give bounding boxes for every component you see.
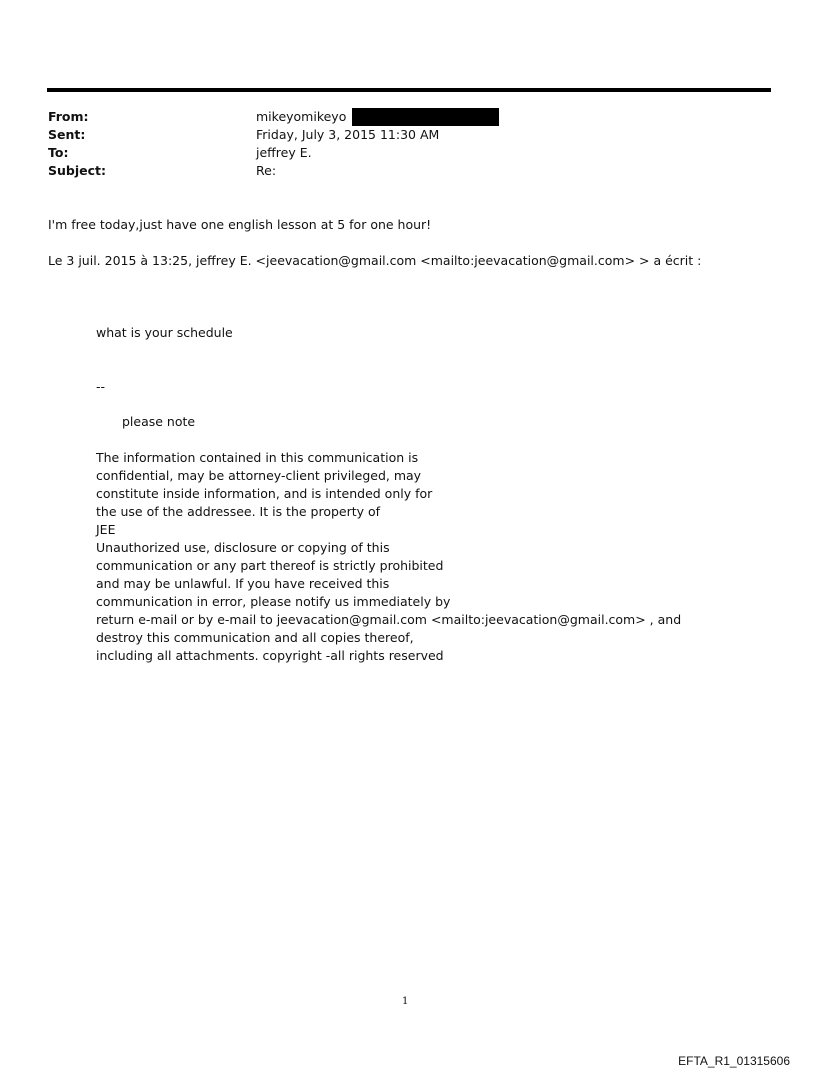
disclaimer-line: The information contained in this communication is xyxy=(96,450,419,465)
disclaimer-line: communication in error, please notify us immediately by xyxy=(96,594,451,609)
please-note-heading: please note xyxy=(122,414,196,429)
subject-value: Re: xyxy=(256,163,277,178)
quoted-question: what is your schedule xyxy=(96,325,233,340)
signature-separator: -- xyxy=(96,379,106,394)
from-name: mikeyomikeyo xyxy=(256,109,347,124)
disclaimer-line: Unauthorized use, disclosure or copying of this xyxy=(96,540,390,555)
from-value xyxy=(256,108,499,127)
disclaimer-line: communication or any part thereof is strictly prohibited xyxy=(96,558,444,573)
disclaimer-line: including all attachments. copyright -all rights reserved xyxy=(96,648,444,663)
document-id: EFTA_R1_01315606 xyxy=(678,1054,790,1068)
to-value: jeffrey E. xyxy=(256,145,312,160)
sent-label: Sent: xyxy=(48,127,86,142)
subject-label: Subject: xyxy=(48,163,106,178)
disclaimer-line: confidential, may be attorney-client privileged, may xyxy=(96,468,422,483)
attribution-line: Le 3 juil. 2015 à 13:25, jeffrey E. <jeevacation@gmail.com <mailto:jeevacation@gmail.com> > a écrit : xyxy=(48,253,702,268)
disclaimer-line: the use of the addressee. It is the property of xyxy=(96,504,381,519)
disclaimer-line: destroy this communication and all copies thereof, xyxy=(96,630,414,645)
disclaimer-line: and may be unlawful. If you have received this xyxy=(96,576,390,591)
reply-text: I'm free today,just have one english lesson at 5 for one hour! xyxy=(48,217,432,232)
sent-value: Friday, July 3, 2015 11:30 AM xyxy=(256,127,440,142)
page-number: 1 xyxy=(402,996,409,1007)
to-label: To: xyxy=(48,145,69,160)
redaction-box xyxy=(352,108,499,126)
disclaimer-line: JEE xyxy=(96,522,116,537)
disclaimer-line: return e-mail or by e-mail to jeevacation@gmail.com <mailto:jeevacation@gmail.com> , and xyxy=(96,612,682,627)
header-divider xyxy=(47,88,771,92)
disclaimer-line: constitute inside information, and is intended only for xyxy=(96,486,433,501)
from-label: From: xyxy=(48,109,89,124)
